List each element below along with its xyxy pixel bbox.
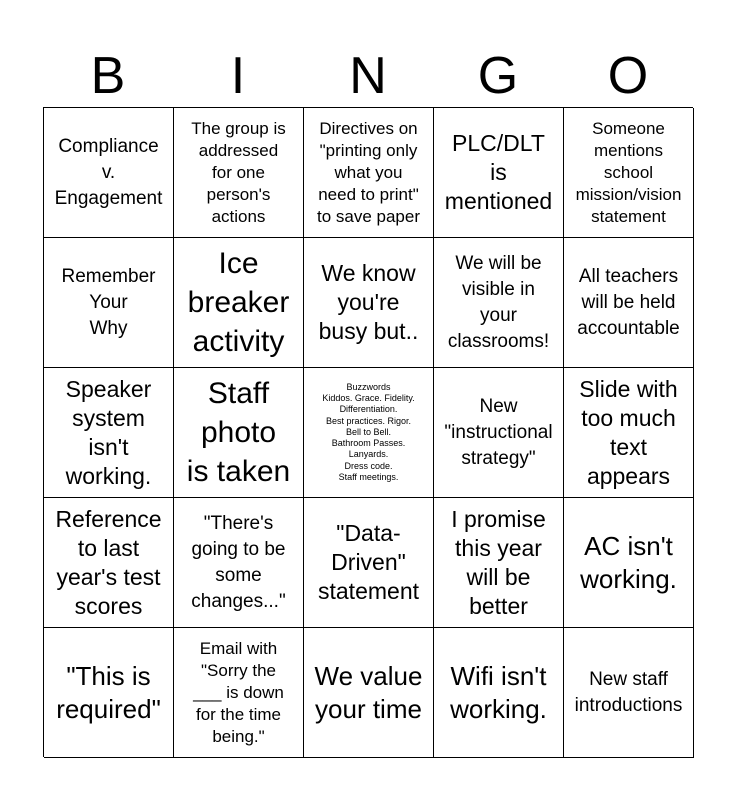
cell-text: "There's going to be some changes..." [191,512,286,612]
cell-text: I promise this year will be better [451,505,546,619]
header-letter-b: B [90,47,126,105]
cell-text: Wifi isn't working. [450,660,547,724]
cell-text: New "instructional strategy" [444,395,553,469]
cell-text: Someone mentions school mission/vision statement [575,118,682,226]
cell-text: We value your time [314,660,423,724]
bingo-cell[interactable] [304,238,434,368]
bingo-cell[interactable] [304,108,434,238]
bingo-cell[interactable] [44,368,174,498]
bingo-grid [43,107,693,757]
bingo-cell[interactable] [564,108,694,238]
cell-text: Reference to last year's test scores [55,505,162,619]
cell-text: Buzzwords Kiddos. Grace. Fidelity. Differentiation. Best practices. Rigor. Bell to Bell. Bathroom Passes. Lanyards. Dress code. Staff meetings. [322,381,415,483]
bingo-cell[interactable] [44,238,174,368]
bingo-cell[interactable] [174,498,304,628]
cell-text: Speaker system isn't working. [65,375,152,489]
bingo-cell[interactable] [174,238,304,368]
bingo-cell[interactable] [44,498,174,628]
bingo-cell[interactable] [434,628,564,758]
bingo-cell[interactable] [304,628,434,758]
bingo-cell[interactable] [304,498,434,628]
header-letter-o: O [607,47,649,105]
cell-text: AC isn't working. [580,530,677,594]
cell-text: "This is required" [56,660,161,724]
bingo-cell[interactable] [564,498,694,628]
cell-text: Ice breaker activity [187,247,290,358]
bingo-cell[interactable] [564,628,694,758]
cell-text: We will be visible in your classrooms! [447,252,550,352]
cell-text: New staff introductions [574,668,683,716]
cell-text: Compliance v. Engagement [54,135,163,209]
bingo-cell[interactable] [44,108,174,238]
bingo-cell[interactable] [564,238,694,368]
header-letter-i: I [230,47,246,105]
bingo-cell[interactable] [434,498,564,628]
header-letter-g: G [477,47,519,105]
bingo-cell[interactable] [304,368,434,498]
bingo-cell[interactable] [174,368,304,498]
bingo-cell[interactable] [44,628,174,758]
bingo-header [43,44,693,108]
cell-text: We know you're busy but.. [318,260,419,344]
cell-text: Staff photo is taken [186,377,291,488]
bingo-cell[interactable] [434,108,564,238]
cell-text: "Data- Driven" statement [318,520,419,604]
cell-text: Email with "Sorry the ___ is down for the time being." [193,638,284,746]
bingo-cell[interactable] [174,108,304,238]
bingo-cell[interactable] [434,238,564,368]
bingo-cell[interactable] [174,628,304,758]
bingo-cell[interactable] [434,368,564,498]
cell-text: PLC/DLT is mentioned [444,130,553,214]
cell-text: Remember Your Why [61,265,156,339]
cell-text: Slide with too much text appears [579,375,678,489]
header-letter-n: N [349,47,387,105]
bingo-cell[interactable] [564,368,694,498]
cell-text: Directives on "printing only what you need to print" to save paper [316,118,420,226]
cell-text: All teachers will be held accountable [577,265,680,339]
cell-text: The group is addressed for one person's actions [191,118,286,226]
